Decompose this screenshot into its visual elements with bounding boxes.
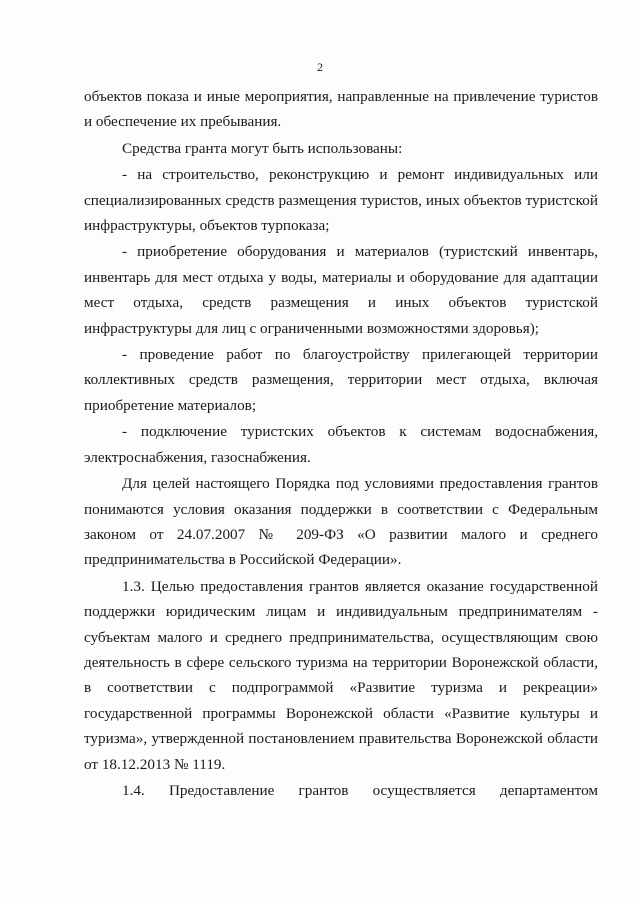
paragraph-construction: - на строительство, реконструкцию и ремонт индивидуальных или специализированных средств размещения туристов, иных объектов туристской инфраструктуры, объектов турпоказа; (84, 166, 598, 235)
paragraph-utilities: - подключение туристских объектов к системам водоснабжения, электроснабжения, газоснабжения. (84, 423, 598, 466)
document-body (84, 84, 598, 803)
paragraph-continuation: объектов показа и иные мероприятия, направленные на привлечение туристов и обеспечение их пребывания. (84, 88, 598, 131)
paragraph-conditions: Для целей настоящего Порядка под условиями предоставления грантов понимаются условия оказания поддержки в соответствии с Федеральным законом от 24.07.2007 № 209-ФЗ «О развитии малого и среднего предпринимательства в Российской Федерации». (84, 475, 598, 569)
paragraph-landscaping: - проведение работ по благоустройству прилегающей территории коллективных средств размещения, территории мест отдыха, включая приобретение материалов; (84, 346, 598, 414)
paragraph-grant-usage-intro: Средства гранта могут быть использованы: (122, 139, 403, 157)
paragraph-1-4-provision: 1.4. Предоставление грантов осуществляется департаментом (122, 781, 598, 799)
paragraph-equipment: - приобретение оборудования и материалов (туристский инвентарь, инвентарь для мест отдыха у воды, материалы и оборудование для адаптации мест отдыха, средств размещения и иных объектов туристской инфраструктуры для лиц с ограниченными возможностями здоровья); (84, 243, 598, 337)
paragraph-1-3-purpose: 1.3. Целью предоставления грантов является оказание государственной поддержки юридическим лицам и индивидуальным предпринимателям - субъектам малого и среднего предпринимательства, осуществляющим свою деятельность в сфере сельского туризма на территории Воронежской области, в соответствии с подпрограммой «Развитие туризма и рекреации» государственной программы Воронежской области «Развитие культуры и туризма», утвержденной постановлением правительства Воронежской области от 18.12.2013 № 1119. (84, 577, 598, 773)
page-number: 2 (317, 60, 323, 74)
